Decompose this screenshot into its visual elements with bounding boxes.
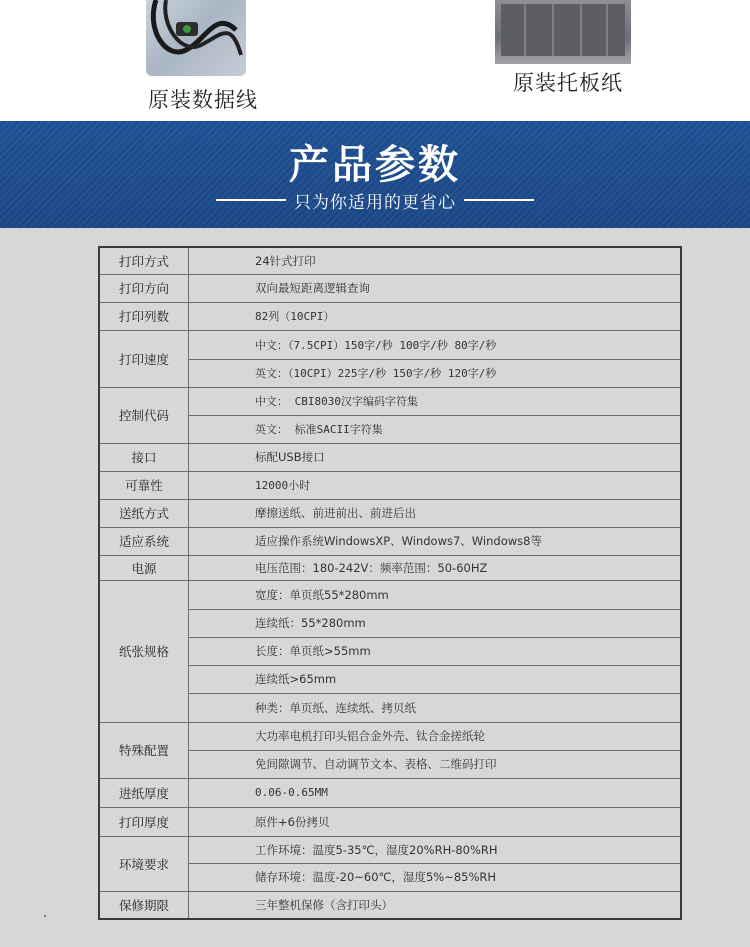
spec-value: 适应操作系统WindowsXP、Windows7、Windows8等 [189, 527, 682, 555]
spec-value: 标配USB接口 [189, 443, 682, 471]
spec-label: 电源 [99, 555, 189, 580]
divider-line-right [464, 199, 534, 201]
spec-row [99, 891, 681, 919]
spec-value: 三年整机保修（含打印头） [189, 891, 682, 919]
spec-value: 长度：单页纸>55mm [189, 637, 682, 665]
spec-value: 电压范围：180-242V：频率范围：50-60HZ [189, 555, 682, 580]
spec-label: 保修期限 [99, 891, 189, 919]
banner-subtitle-row [0, 188, 750, 212]
spec-row [99, 555, 681, 580]
spec-label: 可靠性 [99, 471, 189, 499]
spec-value: 0.06-0.65MM [189, 778, 682, 807]
spec-row [99, 443, 681, 471]
spec-value: 中文： CBI8030汉字编码字符集 [189, 387, 682, 415]
spec-value: 摩擦送纸、前进前出、前进后出 [189, 499, 682, 527]
spec-row [99, 499, 681, 527]
data-cable-caption: 原装数据线 [148, 88, 258, 112]
spec-value: 英文：（10CPI）225字/秒 150字/秒 120字/秒 [189, 359, 682, 387]
spec-label: 打印速度 [99, 330, 189, 387]
spec-value: 24针式打印 [189, 247, 682, 274]
spec-row [99, 778, 681, 807]
spec-value: 英文： 标准SACII字符集 [189, 415, 682, 443]
spec-value: 免间隙调节、自动调节文本、表格、二维码打印 [189, 750, 682, 778]
divider-line-left [216, 199, 286, 201]
spec-label: 打印方向 [99, 274, 189, 302]
spec-row [99, 302, 681, 330]
spec-value: 连续纸：55*280mm [189, 609, 682, 637]
spec-row [99, 722, 681, 750]
stray-dot [44, 915, 46, 917]
spec-row [99, 471, 681, 499]
spec-label: 特殊配置 [99, 722, 189, 778]
spec-label: 进纸厚度 [99, 778, 189, 807]
banner-title: 产品参数 [289, 142, 461, 188]
spec-row [99, 330, 681, 359]
data-cable-photo [146, 0, 246, 76]
spec-row [99, 387, 681, 415]
spec-row [99, 580, 681, 609]
spec-label: 适应系统 [99, 527, 189, 555]
spec-label: 控制代码 [99, 387, 189, 443]
spec-value: 大功率电机打印头铝合金外壳、钛合金搓纸轮 [189, 722, 682, 750]
spec-value: 宽度：单页纸55*280mm [189, 580, 682, 609]
spec-value: 12000小时 [189, 471, 682, 499]
spec-value: 原件+6份拷贝 [189, 807, 682, 836]
spec-row [99, 274, 681, 302]
spec-row [99, 807, 681, 836]
product-params-banner [0, 121, 750, 228]
spec-row [99, 527, 681, 555]
spec-row [99, 247, 681, 274]
spec-row [99, 836, 681, 863]
spec-value: 82列（10CPI） [189, 302, 682, 330]
spec-label: 环境要求 [99, 836, 189, 891]
spec-label: 打印方式 [99, 247, 189, 274]
spec-label: 送纸方式 [99, 499, 189, 527]
spec-label: 接口 [99, 443, 189, 471]
tray-paper-caption: 原装托板纸 [513, 71, 623, 95]
spec-value: 种类：单页纸、连续纸、拷贝纸 [189, 693, 682, 722]
banner-subtitle: 只为你适用的更省心 [294, 192, 456, 213]
spec-table [98, 246, 682, 920]
spec-value: 双向最短距离逻辑查询 [189, 274, 682, 302]
spec-label: 打印列数 [99, 302, 189, 330]
spec-label: 纸张规格 [99, 580, 189, 722]
tray-paper-photo [495, 0, 631, 64]
product-photos-section [0, 0, 750, 121]
spec-value: 中文：（7.5CPI）150字/秒 100字/秒 80字/秒 [189, 330, 682, 359]
spec-value: 储存环境：温度-20~60℃，湿度5%~85%RH [189, 863, 682, 891]
spec-value: 工作环境：温度5-35℃，湿度20%RH-80%RH [189, 836, 682, 863]
spec-value: 连续纸>65mm [189, 665, 682, 693]
spec-label: 打印厚度 [99, 807, 189, 836]
